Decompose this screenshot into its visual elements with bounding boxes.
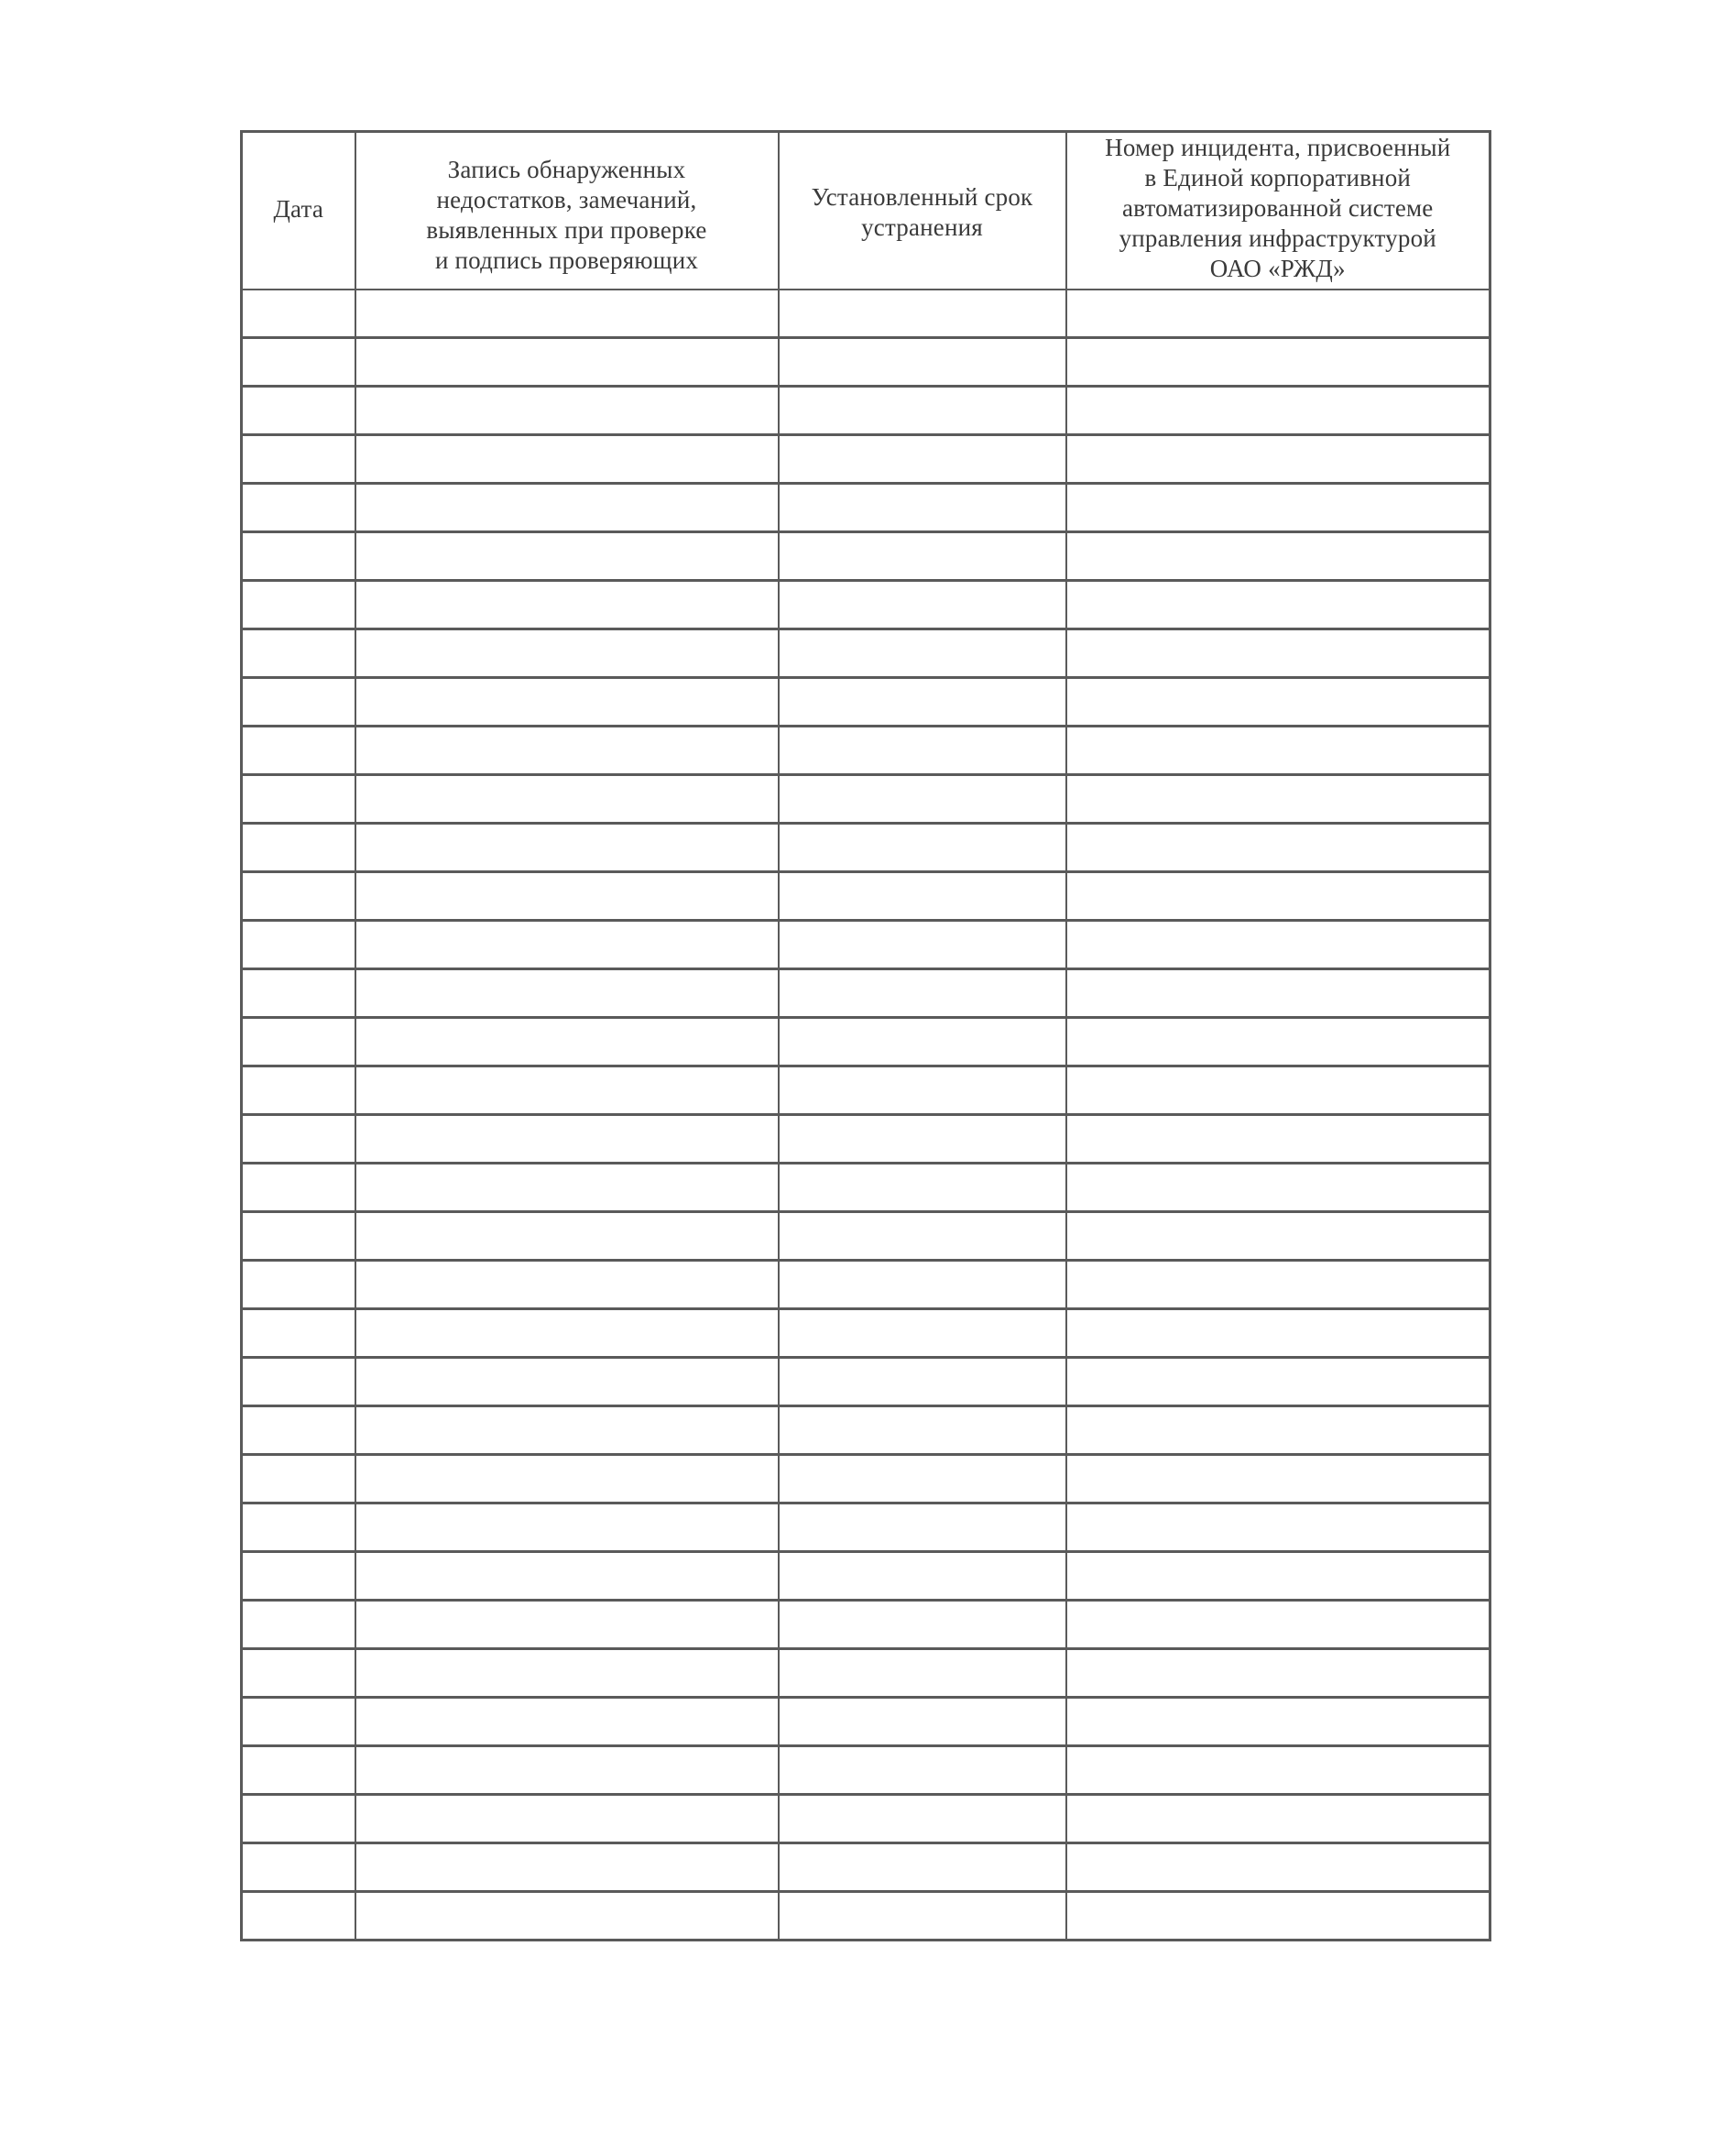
findings-cell[interactable]	[355, 1552, 779, 1601]
header-line: Дата	[273, 195, 324, 224]
findings-cell[interactable]	[355, 1212, 779, 1261]
deadline-cell[interactable]	[779, 1455, 1066, 1503]
date-cell[interactable]	[242, 1892, 355, 1941]
date-cell[interactable]	[242, 1406, 355, 1455]
table-row	[242, 1212, 1490, 1261]
deadline-cell[interactable]	[779, 338, 1066, 387]
table-row	[242, 1746, 1490, 1795]
incident-number-cell[interactable]	[1066, 1115, 1490, 1164]
table-row	[242, 290, 1490, 338]
date-cell[interactable]	[242, 969, 355, 1018]
date-cell[interactable]	[242, 1212, 355, 1261]
deadline-cell[interactable]	[779, 1358, 1066, 1406]
deadline-cell[interactable]	[779, 1406, 1066, 1455]
date-cell[interactable]	[242, 1115, 355, 1164]
incident-number-cell[interactable]	[1066, 484, 1490, 532]
incident-number-cell[interactable]	[1066, 338, 1490, 387]
findings-cell[interactable]	[355, 1066, 779, 1115]
incident-number-cell[interactable]	[1066, 1698, 1490, 1746]
date-cell[interactable]	[242, 1649, 355, 1698]
date-cell[interactable]	[242, 727, 355, 775]
deadline-cell[interactable]	[779, 775, 1066, 824]
findings-cell[interactable]	[355, 1843, 779, 1892]
incident-number-cell[interactable]	[1066, 775, 1490, 824]
table-row	[242, 387, 1490, 435]
incident-number-cell[interactable]	[1066, 1261, 1490, 1309]
findings-cell[interactable]	[355, 969, 779, 1018]
table-row	[242, 872, 1490, 921]
incident-number-cell[interactable]	[1066, 290, 1490, 338]
findings-cell[interactable]	[355, 824, 779, 872]
header-line: Установленный срок	[811, 183, 1033, 211]
date-cell[interactable]	[242, 921, 355, 969]
deadline-cell[interactable]	[779, 824, 1066, 872]
date-cell[interactable]	[242, 1746, 355, 1795]
date-cell[interactable]	[242, 1455, 355, 1503]
table-row	[242, 1698, 1490, 1746]
findings-cell[interactable]	[355, 775, 779, 824]
incident-number-cell[interactable]	[1066, 824, 1490, 872]
deadline-cell[interactable]	[779, 1892, 1066, 1941]
header-line: управления инфраструктурой	[1119, 224, 1436, 252]
incident-number-cell[interactable]	[1066, 1746, 1490, 1795]
incident-number-cell[interactable]	[1066, 1066, 1490, 1115]
incident-number-cell[interactable]	[1066, 1358, 1490, 1406]
date-cell[interactable]	[242, 1698, 355, 1746]
deadline-cell[interactable]	[779, 1164, 1066, 1212]
header-line: ОАО «РЖД»	[1209, 255, 1346, 282]
incident-number-cell[interactable]	[1066, 387, 1490, 435]
findings-cell[interactable]	[355, 1309, 779, 1358]
findings-cell[interactable]	[355, 629, 779, 678]
date-cell[interactable]	[242, 1164, 355, 1212]
date-cell[interactable]	[242, 484, 355, 532]
inspection-log-table	[240, 130, 1491, 1941]
header-line: устранения	[861, 213, 983, 241]
deadline-cell[interactable]	[779, 290, 1066, 338]
table-row	[242, 435, 1490, 484]
findings-cell[interactable]	[355, 1503, 779, 1552]
table-row	[242, 1503, 1490, 1552]
findings-cell[interactable]	[355, 1746, 779, 1795]
date-cell[interactable]	[242, 1795, 355, 1843]
findings-cell[interactable]	[355, 532, 779, 581]
incident-number-cell[interactable]	[1066, 1649, 1490, 1698]
deadline-cell[interactable]	[779, 872, 1066, 921]
table-row	[242, 1115, 1490, 1164]
date-cell[interactable]	[242, 532, 355, 581]
findings-cell[interactable]	[355, 1649, 779, 1698]
deadline-cell[interactable]	[779, 921, 1066, 969]
incident-number-cell[interactable]	[1066, 678, 1490, 727]
deadline-cell[interactable]	[779, 1795, 1066, 1843]
incident-number-cell[interactable]	[1066, 1843, 1490, 1892]
deadline-cell[interactable]	[779, 1115, 1066, 1164]
findings-cell[interactable]	[355, 678, 779, 727]
table-row	[242, 1892, 1490, 1941]
header-line: в Единой корпоративной	[1144, 164, 1412, 191]
deadline-cell[interactable]	[779, 387, 1066, 435]
incident-number-cell[interactable]	[1066, 629, 1490, 678]
findings-cell[interactable]	[355, 290, 779, 338]
table-row	[242, 1601, 1490, 1649]
findings-cell[interactable]	[355, 1164, 779, 1212]
table-body	[242, 290, 1490, 1941]
table-row	[242, 1066, 1490, 1115]
table-row	[242, 1358, 1490, 1406]
incident-number-cell[interactable]	[1066, 727, 1490, 775]
date-cell[interactable]	[242, 629, 355, 678]
deadline-cell[interactable]	[779, 969, 1066, 1018]
table-row	[242, 1261, 1490, 1309]
table-row	[242, 1843, 1490, 1892]
deadline-cell[interactable]	[779, 435, 1066, 484]
column-header-deadline	[779, 132, 1066, 290]
date-cell[interactable]	[242, 775, 355, 824]
findings-cell[interactable]	[355, 484, 779, 532]
deadline-cell[interactable]	[779, 1066, 1066, 1115]
table-row	[242, 678, 1490, 727]
incident-number-cell[interactable]	[1066, 1503, 1490, 1552]
date-cell[interactable]	[242, 1261, 355, 1309]
incident-number-cell[interactable]	[1066, 1309, 1490, 1358]
incident-number-cell[interactable]	[1066, 532, 1490, 581]
deadline-cell[interactable]	[779, 1649, 1066, 1698]
findings-cell[interactable]	[355, 1892, 779, 1941]
date-cell[interactable]	[242, 290, 355, 338]
date-cell[interactable]	[242, 1358, 355, 1406]
header-line: недостатков, замечаний,	[436, 186, 697, 213]
header-row	[242, 132, 1490, 290]
table-row	[242, 727, 1490, 775]
header-line: Номер инцидента, присвоенный	[1105, 134, 1451, 161]
table-row	[242, 775, 1490, 824]
date-cell[interactable]	[242, 872, 355, 921]
findings-cell[interactable]	[355, 1261, 779, 1309]
table-row	[242, 338, 1490, 387]
findings-cell[interactable]	[355, 921, 779, 969]
date-cell[interactable]	[242, 824, 355, 872]
deadline-cell[interactable]	[779, 1212, 1066, 1261]
incident-number-cell[interactable]	[1066, 581, 1490, 629]
date-cell[interactable]	[242, 1601, 355, 1649]
incident-number-cell[interactable]	[1066, 1018, 1490, 1066]
table-row	[242, 969, 1490, 1018]
deadline-cell[interactable]	[779, 1843, 1066, 1892]
deadline-cell[interactable]	[779, 1309, 1066, 1358]
deadline-cell[interactable]	[779, 727, 1066, 775]
findings-cell[interactable]	[355, 872, 779, 921]
header-line: Запись обнаруженных	[447, 156, 686, 183]
date-cell[interactable]	[242, 678, 355, 727]
findings-cell[interactable]	[355, 338, 779, 387]
table-row	[242, 581, 1490, 629]
header-line: автоматизированной системе	[1122, 194, 1434, 222]
deadline-cell[interactable]	[779, 1261, 1066, 1309]
date-cell[interactable]	[242, 338, 355, 387]
date-cell[interactable]	[242, 581, 355, 629]
deadline-cell[interactable]	[779, 1698, 1066, 1746]
deadline-cell[interactable]	[779, 1018, 1066, 1066]
deadline-cell[interactable]	[779, 1503, 1066, 1552]
findings-cell[interactable]	[355, 1018, 779, 1066]
table-row	[242, 484, 1490, 532]
deadline-cell[interactable]	[779, 1552, 1066, 1601]
deadline-cell[interactable]	[779, 532, 1066, 581]
table-row	[242, 629, 1490, 678]
deadline-cell[interactable]	[779, 1746, 1066, 1795]
findings-cell[interactable]	[355, 727, 779, 775]
incident-number-cell[interactable]	[1066, 1892, 1490, 1941]
date-cell[interactable]	[242, 1552, 355, 1601]
findings-cell[interactable]	[355, 1406, 779, 1455]
findings-cell[interactable]	[355, 1601, 779, 1649]
table-row	[242, 1649, 1490, 1698]
incident-number-cell[interactable]	[1066, 1795, 1490, 1843]
table-row	[242, 532, 1490, 581]
table-row	[242, 1164, 1490, 1212]
incident-number-cell[interactable]	[1066, 1552, 1490, 1601]
table-row	[242, 921, 1490, 969]
date-cell[interactable]	[242, 1309, 355, 1358]
incident-number-cell[interactable]	[1066, 1455, 1490, 1503]
table-row	[242, 1795, 1490, 1843]
findings-cell[interactable]	[355, 387, 779, 435]
findings-cell[interactable]	[355, 581, 779, 629]
header-line: выявленных при проверке	[426, 216, 707, 244]
incident-number-cell[interactable]	[1066, 435, 1490, 484]
date-cell[interactable]	[242, 1503, 355, 1552]
deadline-cell[interactable]	[779, 484, 1066, 532]
date-cell[interactable]	[242, 435, 355, 484]
date-cell[interactable]	[242, 1018, 355, 1066]
date-cell[interactable]	[242, 387, 355, 435]
incident-number-cell[interactable]	[1066, 1406, 1490, 1455]
table-row	[242, 824, 1490, 872]
table-row	[242, 1406, 1490, 1455]
deadline-cell[interactable]	[779, 1601, 1066, 1649]
header-line: и подпись проверяющих	[434, 246, 699, 274]
findings-cell[interactable]	[355, 1358, 779, 1406]
incident-number-cell[interactable]	[1066, 1601, 1490, 1649]
column-header-incident-number	[1066, 132, 1490, 290]
findings-cell[interactable]	[355, 1455, 779, 1503]
table-row	[242, 1552, 1490, 1601]
deadline-cell[interactable]	[779, 629, 1066, 678]
findings-cell[interactable]	[355, 1115, 779, 1164]
findings-cell[interactable]	[355, 1795, 779, 1843]
incident-number-cell[interactable]	[1066, 1164, 1490, 1212]
column-header-date	[242, 132, 355, 290]
date-cell[interactable]	[242, 1066, 355, 1115]
table-row	[242, 1455, 1490, 1503]
incident-number-cell[interactable]	[1066, 872, 1490, 921]
date-cell[interactable]	[242, 1843, 355, 1892]
findings-cell[interactable]	[355, 435, 779, 484]
incident-number-cell[interactable]	[1066, 969, 1490, 1018]
deadline-cell[interactable]	[779, 581, 1066, 629]
deadline-cell[interactable]	[779, 678, 1066, 727]
table-row	[242, 1309, 1490, 1358]
incident-number-cell[interactable]	[1066, 1212, 1490, 1261]
table-row	[242, 1018, 1490, 1066]
incident-number-cell[interactable]	[1066, 921, 1490, 969]
column-header-findings	[355, 132, 779, 290]
findings-cell[interactable]	[355, 1698, 779, 1746]
